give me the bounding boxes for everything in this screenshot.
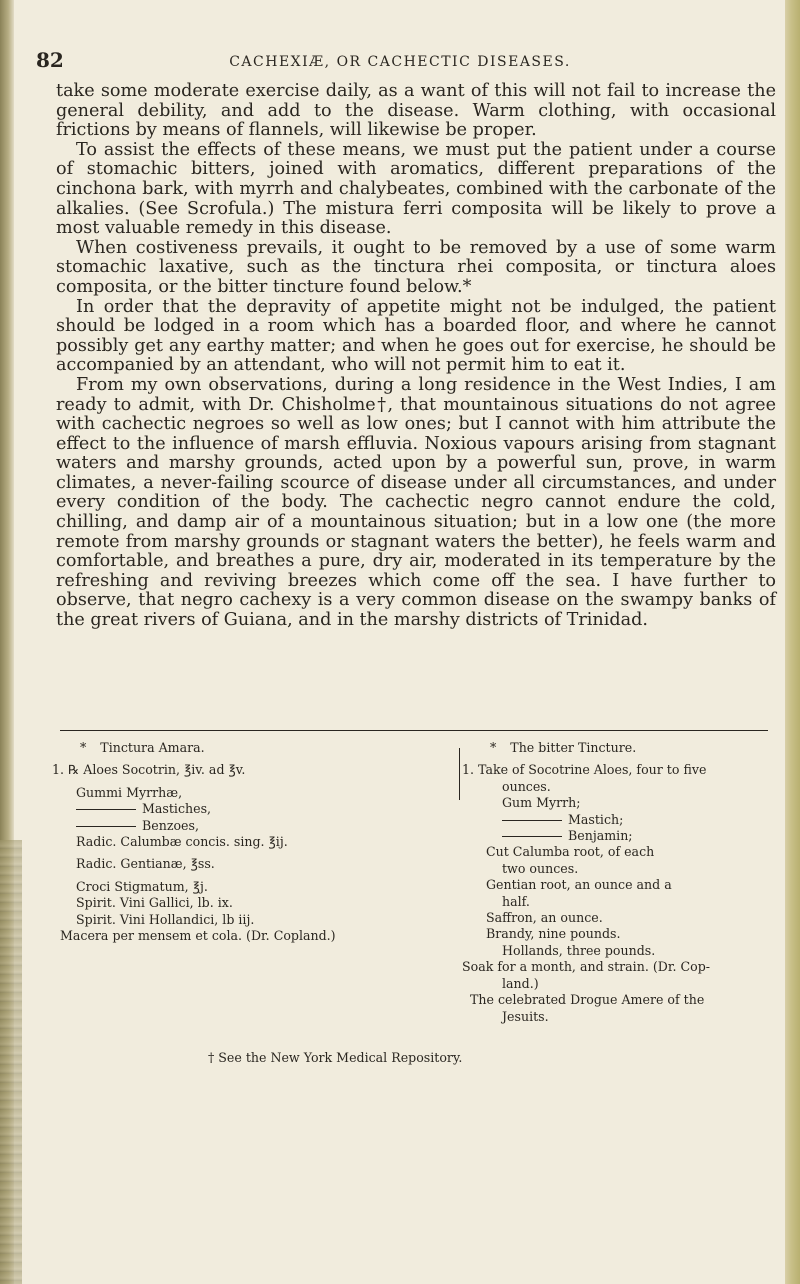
footnote-tinctura-amara	[52, 740, 452, 944]
recipe-line: two ounces.	[502, 860, 579, 876]
recipe-line: Mastiches,	[52, 801, 452, 817]
recipe-line: Gentian root, an ounce and a	[486, 877, 672, 893]
paragraph: When costiveness prevails, it ought to be removed by a use of some warm stomachic laxative, such as the tinctura rhei composita, or tinctura aloes composita, or the bitter tincture found below.*	[56, 237, 776, 297]
paragraph: take some moderate exercise daily, as a want of this will not fail to increase the general debility, and add to the disease. Warm clothing, with occasional frictions by means of flannels, will likewise be proper.	[56, 81, 776, 141]
page-edge-right	[785, 0, 800, 1284]
dagger-footnote: † See the New York Medical Repository.	[208, 1050, 463, 1065]
recipe-line: Cut Calumba root, of each	[486, 844, 655, 860]
recipe-line: Benzoes,	[52, 818, 452, 834]
page-header	[0, 48, 785, 78]
recipe-line: 1. ℞ Aloes Socotrin, ℥iv. ad ℥v.	[52, 762, 246, 778]
footnote-rule	[60, 730, 768, 731]
recipe-line: Radic. Gentianæ, ℥ss.	[76, 856, 215, 872]
recipe-line: land.)	[502, 975, 539, 991]
recipe-line: Gum Myrrh;	[502, 795, 581, 811]
column-divider	[459, 748, 460, 800]
recipe-line: Macera per mensem et cola. (Dr. Copland.)	[60, 928, 336, 944]
recipe-line: ounces.	[502, 778, 551, 794]
footnote-heading	[462, 740, 772, 756]
running-title: CACHEXIÆ, OR CACHECTIC DISEASES.	[229, 54, 571, 70]
recipe-line: Gummi Myrrhæ,	[76, 784, 183, 800]
recipe-line: Saffron, an ounce.	[486, 910, 603, 926]
recipe-line: Radic. Calumbæ concis. sing. ℥ij.	[76, 834, 288, 850]
recipe-line: Hollands, three pounds.	[502, 942, 656, 958]
paragraph: In order that the depravity of appetite might not be indulged, the patient should be lodged in a room which has a boarded floor, and where he cannot possibly get any earthy matter; and when he goes out for exercise, he should be accompanied by an attendant, who will not permit him to eat it.	[56, 296, 776, 376]
body-text	[56, 82, 776, 631]
footnote-title: Tinctura Amara.	[100, 740, 205, 755]
footnote-bitter-tincture	[462, 740, 772, 1025]
recipe-line: half.	[502, 893, 530, 909]
footnote-heading	[52, 740, 452, 756]
page-number: 82	[36, 48, 64, 72]
recipe-line: 1. Take of Socotrine Aloes, four to five	[462, 762, 707, 778]
paragraph: To assist the effects of these means, we must put the patient under a course of stomachic bitters, joined with aromatics, different preparations of the cinchona bark, with myrrh and chalybeates, combined with the carbonate of the alkalies. (See Scrofula.) The mistura ferri composita will be likely to prove a most valuable remedy in this disease.	[56, 139, 776, 239]
recipe-line: Jesuits.	[502, 1008, 549, 1024]
footnote-title: The bitter Tincture.	[510, 740, 637, 755]
recipe-line: Brandy, nine pounds.	[486, 926, 621, 942]
recipe-line: Croci Stigmatum, ℥j.	[76, 878, 208, 894]
recipe-line: Spirit. Vini Gallici, lb. ix.	[76, 895, 233, 911]
recipe-line: Mastich;	[462, 812, 772, 828]
recipe-line: The celebrated Drogue Amere of the	[470, 992, 705, 1008]
binding-shadow	[0, 840, 22, 1284]
recipe-line: Benjamin;	[462, 828, 772, 844]
footnote-marker: *	[80, 740, 87, 755]
recipe-line: Soak for a month, and strain. (Dr. Cop-	[462, 959, 711, 975]
paragraph: From my own observations, during a long residence in the West Indies, I am ready to admit, with Dr. Chisholme†, that mountainous situations do not agree with cachectic negroes so well as low ones; but I cannot with him attribute the effect to the influence of marsh effluvia. Noxious vapours arising from stagnant waters and marshy grounds, acted upon by a powerful sun, prove, in warm climates, a never-failing scource of disease under all circumstances, and under every condition of the body. The cachectic negro cannot endure the cold, chilling, and damp air of a mountainous situation; but in a low one (the more remote from marshy grounds or stagnant waters the better), he feels warm and comfortable, and breathes a pure, dry air, moderated in its temperature by the refreshing and reviving breezes which come off the sea. I have further to observe, that negro cachexy is a very common disease on the swampy banks of the great rivers of Guiana, and in the marshy districts of Trinidad.	[56, 374, 776, 631]
recipe-line: Spirit. Vini Hollandici, lb iij.	[76, 911, 255, 927]
footnote-marker: *	[490, 740, 497, 755]
